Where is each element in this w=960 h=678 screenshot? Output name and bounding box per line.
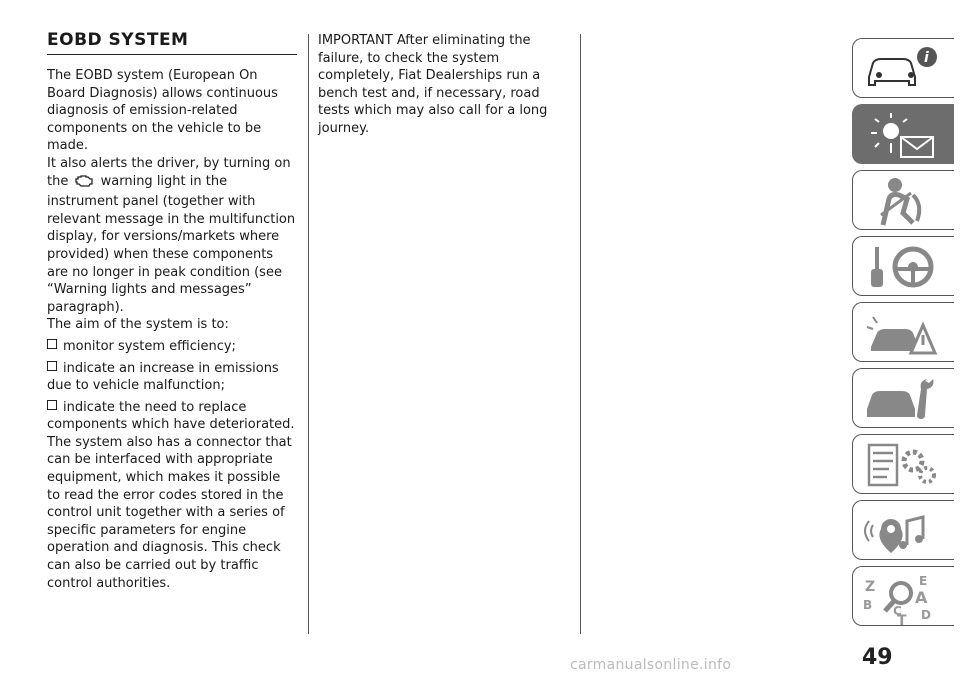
column-divider [580, 34, 581, 634]
index-letter: B [863, 598, 873, 612]
engine-check-icon [74, 174, 94, 194]
right-column [318, 32, 568, 138]
tab-emergency[interactable] [852, 302, 954, 362]
tab-warning-lights[interactable] [852, 104, 954, 164]
index-letter: C [893, 604, 902, 618]
tab-index[interactable] [852, 566, 954, 626]
paragraph-text: warning light in the instrument panel (together with relevant message in the multifunction display, for versions/markets where provided) when these components are no longer in peak condition (see “Warning lights and messages” paragraph). [47, 173, 296, 315]
section-body [47, 67, 297, 592]
list-item: indicate an increase in emissions due to vehicle malfunction; [47, 360, 279, 394]
paragraph [47, 155, 297, 316]
tab-maintenance[interactable] [852, 368, 954, 428]
bullet-box-icon [47, 400, 57, 410]
safety-seatbelt-airbag-icon [861, 175, 945, 229]
list-item: monitor system efficiency; [47, 338, 297, 356]
tab-starting-driving[interactable] [852, 236, 954, 296]
tab-technical-data[interactable] [852, 434, 954, 494]
index-letter: E [919, 574, 928, 588]
index-letter: D [921, 608, 931, 622]
watermark: carmanualsonline.info [570, 657, 732, 673]
key-steering-wheel-icon [861, 241, 945, 295]
paragraph: The EOBD system (European On Board Diagnosis) allows continuous diagnosis of emission-related components on the vehicle to be made. [47, 68, 278, 154]
bullet-box-icon [47, 339, 57, 349]
technical-data-gears-icon [861, 439, 945, 493]
important-note: IMPORTANT After eliminating the failure, to check the system completely, Fiat Dealerships run a bench test and, if necessary, road tests which may also call for a long journey. [318, 33, 548, 136]
index-search-icon [861, 571, 945, 625]
tab-car-info[interactable] [852, 38, 954, 98]
list-item: indicate the need to replace components which have deteriorated. [47, 399, 295, 433]
section-title: EOBD SYSTEM [47, 30, 297, 55]
paragraph: The system also has a connector that can be interfaced with appropriate equipment, which makes it possible to read the error codes stored in the control unit together with a series of specific parameters for engine operation and diagnosis. This check can also be carried out by traffic control authorities. [47, 434, 292, 591]
svg-text:i: i [924, 50, 929, 66]
bullet-box-icon [47, 361, 57, 371]
tab-safety[interactable] [852, 170, 954, 230]
warning-light-message-icon [861, 109, 945, 163]
emergency-car-warning-icon [861, 307, 945, 361]
tab-multimedia[interactable] [852, 500, 954, 560]
multimedia-audio-nav-icon [861, 505, 945, 559]
paragraph: The aim of the system is to: [47, 317, 229, 333]
index-letter: Z [865, 579, 876, 595]
index-letter: A [915, 588, 928, 607]
left-column [47, 30, 297, 592]
car-maintenance-wrench-icon [861, 373, 945, 427]
car-info-icon [861, 43, 945, 93]
paragraph-text: It also alerts the driver, by turning on the [47, 155, 291, 189]
column-divider [308, 34, 309, 634]
index-letter: T [897, 613, 907, 625]
page-number: 49 [862, 645, 893, 670]
